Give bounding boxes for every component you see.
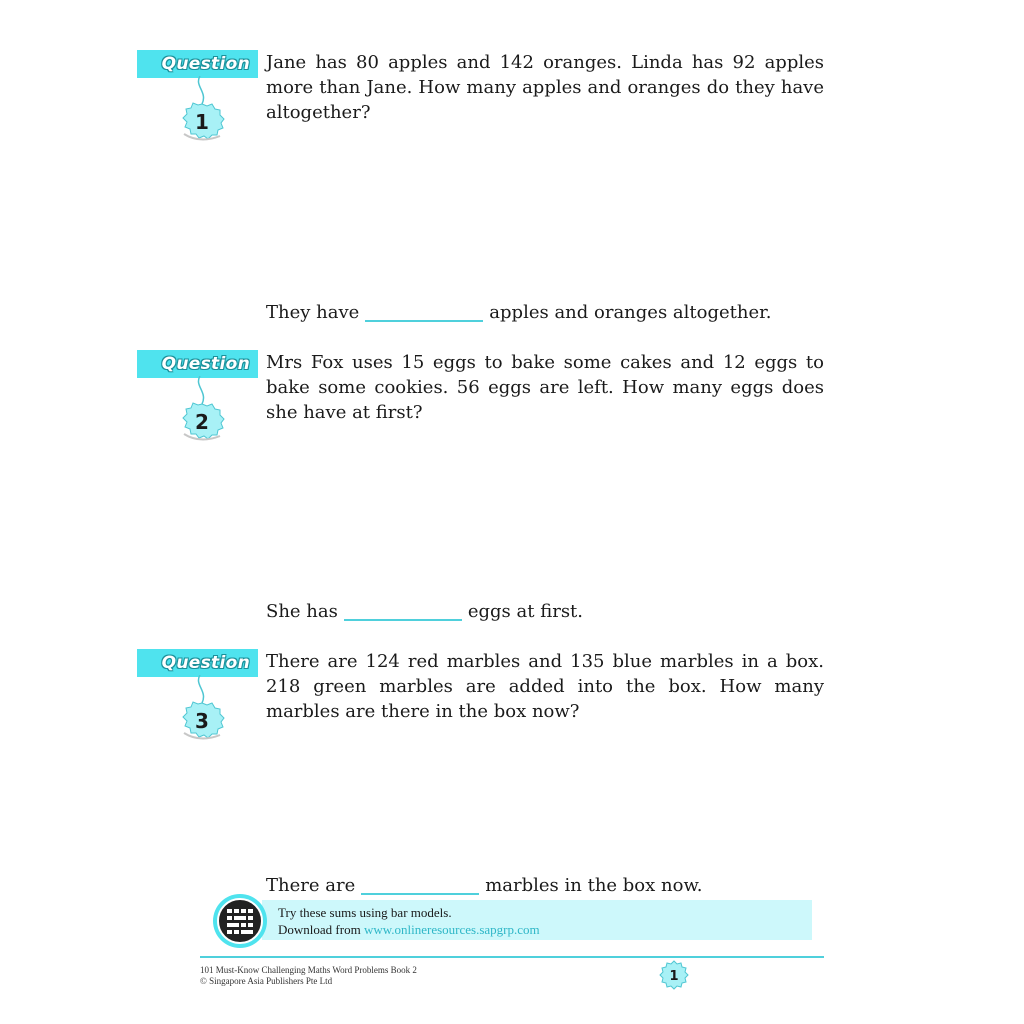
question-number: 1 [195,110,209,134]
answer-line-2 [266,599,583,624]
tip-download-label: Download from [278,922,361,937]
answer-suffix: apples and oranges altogether. [489,302,772,323]
footer-text [200,965,417,987]
tip-line-2 [278,921,812,938]
question-banner: Question [137,649,258,677]
answer-prefix: There are [266,875,356,896]
question-text: Mrs Fox uses 15 eggs to bake some cakes and 12 eggs to bake some cookies. 56 eggs are left. How many eggs does she have at first? [266,352,824,423]
resources-link[interactable]: www.onlineresources.sapgrp.com [363,922,540,937]
question-text: Jane has 80 apples and 142 oranges. Linda has 92 apples more than Jane. How many apples and oranges do they have altogether? [266,52,824,123]
copyright: © Singapore Asia Publishers Pte Ltd [200,976,333,986]
answer-suffix: marbles in the box now. [485,875,703,896]
page-number: 1 [669,969,679,984]
tip-line-1: Try these sums using bar models. [278,905,452,920]
footer-divider [200,956,824,958]
number-tag-icon [170,675,234,751]
question-banner: Question [137,350,258,378]
book-title: 101 Must-Know Challenging Maths Word Problems Book 2 [200,965,417,975]
question-number: 3 [195,709,209,733]
answer-blank[interactable] [344,619,462,621]
question-banner: Question [137,50,258,78]
question-number: 2 [195,410,209,434]
page-number-badge [659,960,689,990]
bar-model-tip [262,900,812,940]
answer-line-3 [266,873,702,898]
answer-blank[interactable] [365,320,483,322]
answer-prefix: She has [266,601,338,622]
number-tag-icon [170,376,234,452]
answer-blank[interactable] [361,893,479,895]
question-text: There are 124 red marbles and 135 blue marbles in a box. 218 green marbles are added into the box. How many marbles are there in the box now? [266,651,824,722]
answer-prefix: They have [266,302,360,323]
answer-line-1 [266,300,771,325]
number-tag-icon [170,76,234,152]
bar-model-icon [211,892,269,950]
answer-suffix: eggs at first. [467,601,584,622]
